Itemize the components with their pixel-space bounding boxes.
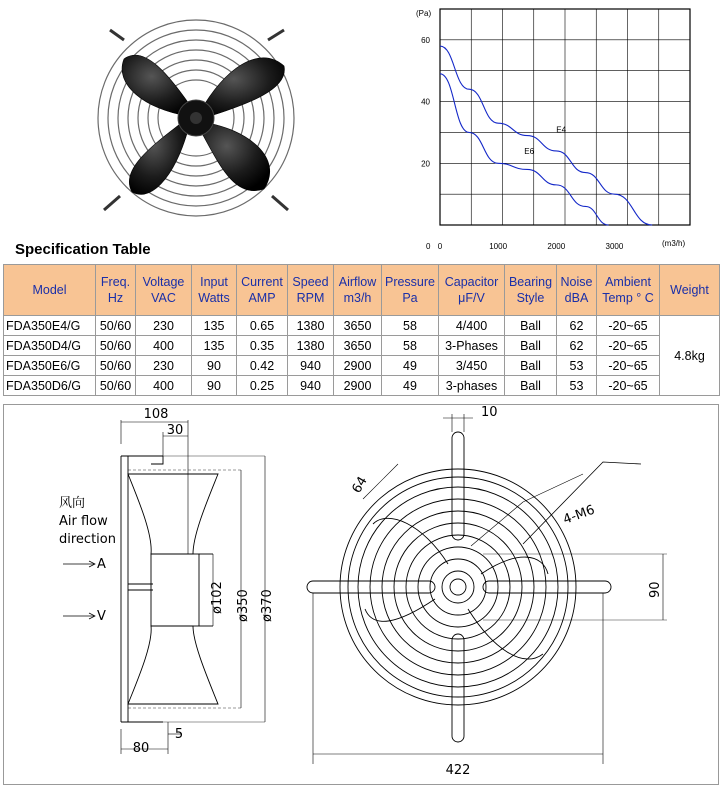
table-cell: 50/60 [96,376,136,396]
table-cell: 90 [192,356,237,376]
table-header-cell [334,265,382,316]
table-cell: 3-phases [439,376,505,396]
dim-64-label: 64 [349,474,371,496]
header-text: Current [241,275,283,289]
header-text: AMP [248,291,276,305]
x-tick-label: 2000 [547,242,566,251]
header-text: Pressure [384,275,436,289]
table-row [4,376,720,396]
table-cell: 58 [382,316,439,336]
dim-4m6-label: 4-M6 [561,502,597,528]
table-cell: 49 [382,356,439,376]
table-header-cell [505,265,557,316]
table-cell: Ball [505,356,557,376]
dimension-drawing [3,404,719,785]
table-header-cell [597,265,660,316]
specification-table [3,264,720,396]
table-cell: 1380 [288,316,334,336]
dim-108-label: 108 [143,407,169,422]
table-cell: 4/400 [439,316,505,336]
table-cell: 62 [557,336,597,356]
header-text: Freq. [100,275,131,289]
table-cell: 50/60 [96,336,136,356]
dim-d102-label: ø102 [210,581,225,614]
table-cell: Ball [505,376,557,396]
airflow-label-cn: 风向 [59,496,86,511]
header-text: μF/V [458,291,485,305]
arrow-v-label: V [97,609,106,624]
airflow-label-en-line1: Air flow [59,514,108,529]
table-row [4,356,720,376]
table-cell: Ball [505,316,557,336]
header-text: Watts [198,291,230,305]
header-text: Hz [107,291,124,305]
table-cell: 1380 [288,336,334,356]
table-cell: 230 [136,316,192,336]
header-text: Airflow [338,275,377,289]
y-tick-label: 60 [421,35,430,45]
header-text: Noise [560,275,593,289]
table-cell: 62 [557,316,597,336]
y-tick-label: 20 [421,159,430,169]
table-cell: 50/60 [96,316,136,336]
series-line-e4 [440,46,652,225]
header-text: RPM [296,291,325,305]
y-tick-label: 40 [421,97,430,107]
header-text: Speed [292,275,329,289]
table-header-cell [96,265,136,316]
dim-d370-label: ø370 [260,589,275,622]
table-header-cell [660,265,720,316]
header-text: Temp ° C [602,291,654,305]
table-cell: 940 [288,376,334,396]
header-text: Input [200,275,228,289]
front-view [307,414,667,764]
table-cell: 3650 [334,336,382,356]
table-row [4,316,720,336]
table-cell: 49 [382,376,439,396]
model-cell: FDA350D4/G [4,336,96,356]
series-label-e4: E4 [556,125,567,135]
table-cell: 53 [557,376,597,396]
header-text: Model [32,283,67,297]
header-text: Capacitor [444,275,499,289]
spec-table-title: Specification Table [15,241,151,258]
header-text: Weight [670,283,709,297]
header-text: Pa [402,291,418,305]
table-cell: 3650 [334,316,382,336]
model-cell: FDA350D6/G [4,376,96,396]
table-row [4,336,720,356]
model-cell: FDA350E6/G [4,356,96,376]
table-header-cell [4,265,96,316]
table-cell: 90 [192,376,237,396]
table-header-cell [136,265,192,316]
y-axis-label: (Pa) [416,9,432,18]
table-cell: 135 [192,336,237,356]
side-view [63,420,265,754]
table-cell: 400 [136,376,192,396]
origin-label: 0 [426,242,431,251]
table-cell: 3-Phases [439,336,505,356]
dim-10-label: 10 [481,405,498,420]
table-cell: 400 [136,336,192,356]
dim-5-label: 5 [174,727,184,742]
fan-product-photo [84,4,320,232]
table-cell: 58 [382,336,439,356]
airflow-label-en-line2: direction [59,532,116,547]
table-cell: -20~65 [597,316,660,336]
table-cell: 0.65 [237,316,288,336]
dim-422-label: 422 [445,763,471,778]
table-header-cell [382,265,439,316]
table-cell: 53 [557,356,597,376]
table-header-cell [192,265,237,316]
table-cell: -20~65 [597,376,660,396]
dim-80-label: 80 [132,741,150,756]
header-text: Style [516,291,545,305]
table-header-cell [288,265,334,316]
table-cell: 0.42 [237,356,288,376]
header-text: m3/h [343,291,372,305]
chart-series [440,46,652,225]
performance-curve-chart [404,0,724,256]
x-tick-label: 1000 [489,242,508,251]
model-cell: FDA350E4/G [4,316,96,336]
table-header-cell [439,265,505,316]
table-cell: 2900 [334,356,382,376]
table-cell: -20~65 [597,336,660,356]
table-cell: 0.25 [237,376,288,396]
dim-d350-label: ø350 [236,589,251,622]
series-label-e6: E6 [524,147,535,157]
header-text: dBA [564,291,589,305]
table-cell: 50/60 [96,356,136,376]
x-axis-label: (m3/h) [662,239,686,248]
table-header-row [4,265,720,316]
header-text: Bearing [508,275,553,289]
table-cell: Ball [505,336,557,356]
table-cell: 135 [192,316,237,336]
dim-90-label: 90 [648,581,663,598]
table-cell: 940 [288,356,334,376]
chart-ticks [416,9,685,251]
dim-30-label: 30 [166,423,184,438]
table-header-cell [237,265,288,316]
chart-grid [440,9,690,225]
weight-cell: 4.8kg [660,316,720,396]
table-cell: 3/450 [439,356,505,376]
table-cell: 230 [136,356,192,376]
table-cell: 2900 [334,376,382,396]
x-tick-label: 3000 [605,242,624,251]
table-cell: -20~65 [597,356,660,376]
x-tick-label: 0 [437,242,443,251]
header-text: VAC [151,291,176,305]
header-text: Voltage [142,275,185,289]
table-header-cell [557,265,597,316]
table-cell: 0.35 [237,336,288,356]
arrow-a-label: A [97,557,106,572]
header-text: Ambient [605,275,651,289]
